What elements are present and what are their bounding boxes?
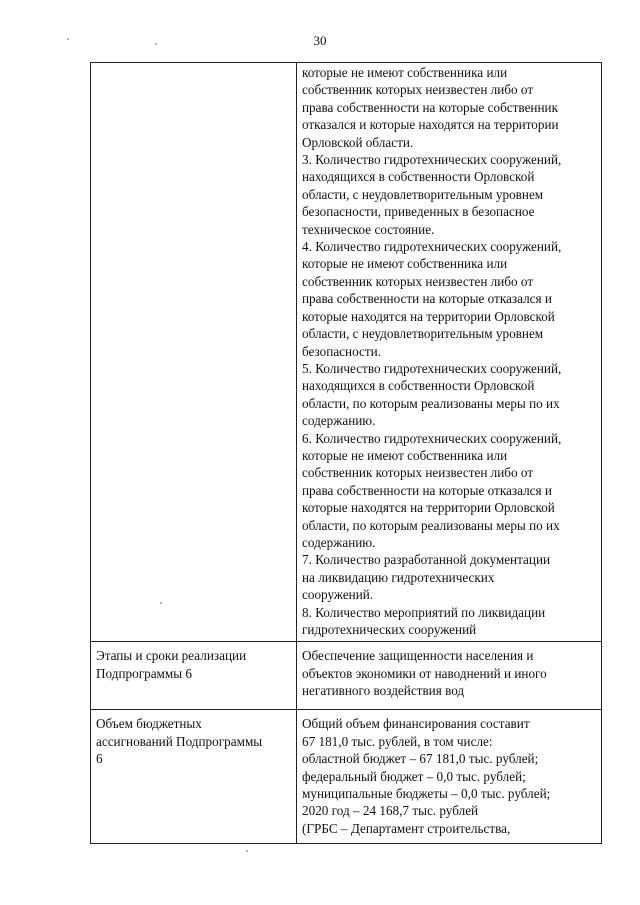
text-line: Подпрограммы 6 [96,665,192,681]
text-line: 2020 год – 24 168,7 тыс. рублей [302,803,479,819]
text-line: находящихся в собственности Орловской [302,169,535,185]
scan-speck [155,43,157,45]
text-line: 7. Количество разработанной документации [302,552,551,568]
text-line: объектов экономики от наводнений и иного [302,665,547,681]
text-line: области, с неудовлетворительным уровнем [302,186,544,202]
text-line: права собственности на которые отказался и [302,482,552,498]
table-cell-indicators-text [297,63,602,642]
text-line: 6 [96,751,103,767]
text-line: которые находятся на территории Орловской [302,500,555,516]
scan-speck [246,850,248,852]
text-line: отказался и которые находятся на территории [302,117,559,133]
text-line: области, по которым реализованы меры по их [302,395,560,411]
text-line: федеральный бюджет – 0,0 тыс. рублей; [302,768,526,784]
text-line: 67 181,0 тыс. рублей, в том числе: [302,733,493,749]
text-line: негативного воздействия вод [302,683,465,699]
text-line: (ГРБС – Департамент строительства, [302,820,511,836]
text-line: которые не имеют собственника или [302,65,508,80]
text-line: безопасности, приведенных в безопасное [302,204,535,220]
text-line: собственник которых неизвестен либо от [302,82,534,98]
text-line: техническое состояние. [302,221,435,237]
text-line: права собственности на которые отказался и [302,291,552,307]
text-line: безопасности. [302,343,381,359]
text-line: сооружений. [302,587,374,603]
table-cell-stages-text [297,642,602,710]
scan-speck [67,38,69,40]
text-line: области, с неудовлетворительным уровнем [302,326,544,342]
text-line: которые находятся на территории Орловской [302,308,555,324]
text-line: областной бюджет – 67 181,0 тыс. рублей; [302,751,539,767]
text-line: 3. Количество гидротехнических сооружений, [302,152,562,168]
text-line: гидротехнических сооружений [302,622,477,637]
table-row-budget-allocations [91,710,602,844]
text-line: которые не имеют собственника или [302,447,508,463]
text-line: Этапы и сроки реализации [96,648,247,664]
text-line: права собственности на которые собственник [302,99,558,115]
text-line: собственник которых неизвестен либо от [302,465,534,481]
table-row-indicators [91,63,602,642]
text-line: 4. Количество гидротехнических сооружений, [302,239,562,255]
text-line: на ликвидацию гидротехнических [302,569,495,585]
table-cell-left-empty [91,63,297,642]
text-line: Общий объем финансирования составит [302,716,530,732]
table-cell-budget-label [91,710,297,844]
table-cell-budget-text [297,710,602,844]
text-line: Орловской области. [302,134,414,150]
text-line: которые не имеют собственника или [302,256,508,272]
text-line: Обеспечение защищенности населения и [302,648,534,664]
text-line: находящихся в собственности Орловской [302,378,535,394]
text-line: Объем бюджетных [96,716,202,732]
text-line: собственник которых неизвестен либо от [302,273,534,289]
text-line: области, по которым реализованы меры по их [302,517,560,533]
text-line: содержанию. [302,413,376,429]
page-number: 30 [313,33,327,48]
text-line: муниципальные бюджеты – 0,0 тыс. рублей; [302,786,551,802]
subprogram-passport-table [90,62,602,844]
table-cell-stages-label [91,642,297,710]
text-line: содержанию. [302,534,376,550]
text-line: 6. Количество гидротехнических сооружений, [302,430,562,446]
text-line: 8. Количество мероприятий по ликвидации [302,604,546,620]
scan-speck [160,602,162,604]
table-row-stages-and-terms [91,642,602,710]
text-line: 5. Количество гидротехнических сооружений, [302,360,562,376]
text-line: ассигнований Подпрограммы [96,733,263,749]
